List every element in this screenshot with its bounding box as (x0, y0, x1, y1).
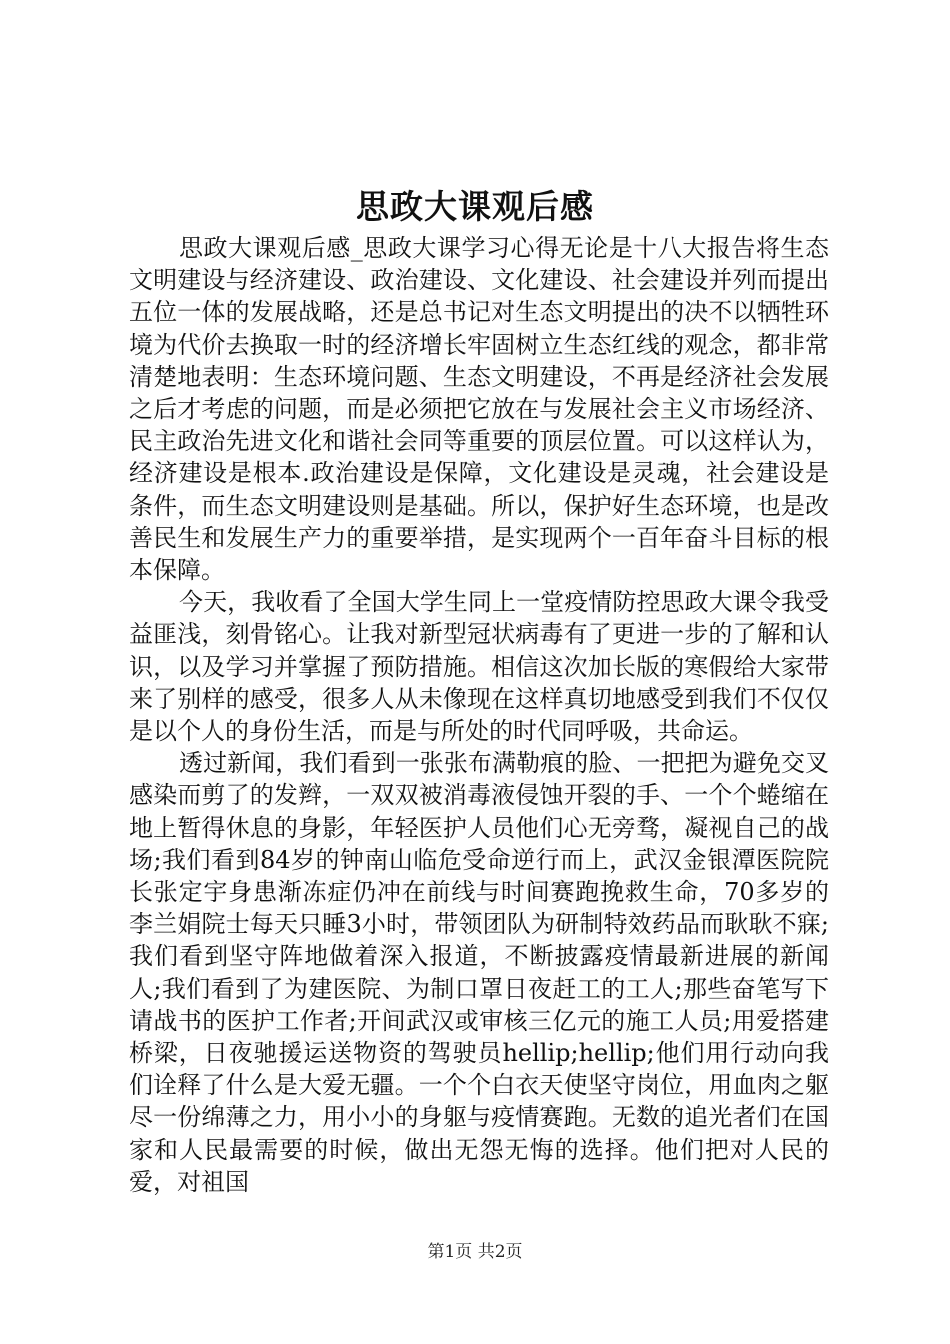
page-footer: 第1页 共2页 (427, 1242, 523, 1262)
paragraph-1: 思政大课观后感_思政大课学习心得无论是十八大报告将生态文明建设与经济建设、政治建设、文化建设、社会建设并列而提出五位一体的发展战略，还是总书记对生态文明提出的决不以牺牲环境为代价去换取一时的经济增长牢固树立生态红线的观念，都非常清楚地表明：生态环境问题、生态文明建设，不再是经济社会发展之后才考虑的问题，而是必须把它放在与发展社会主义市场经济、民主政治先进文化和谐社会同等重要的顶层位置。可以这样认为，经济建设是根本.政治建设是保障，文化建设是灵魂，社会建设是条件，而生态文明建设则是基础。所以，保护好生态环境，也是改善民生和发展生产力的重要举措，是实现两个一百年奋斗目标的根本保障。 (129, 234, 829, 585)
paragraph-3: 透过新闻，我们看到一张张布满勒痕的脸、一把把为避免交叉感染而剪了的发辫，一双双被消毒液侵蚀开裂的手、一个个蜷缩在地上暂得休息的身影，年轻医护人员他们心无旁骛，凝视自己的战场;我们看到84岁的钟南山临危受命逆行而上，武汉金银潭医院院长张定宇身患渐冻症仍冲在前线与时间赛跑挽救生命，70多岁的李兰娟院士每天只睡3小时，带领团队为研制特效药品而耿耿不寐;我们看到坚守阵地做着深入报道，不断披露疫情最新进展的新闻人;我们看到了为建医院、为制口罩日夜赶工的工人;那些奋笔写下请战书的医护工作者;开间武汉或审核三亿元的施工人员;用爱搭建桥梁，日夜驰援运送物资的驾驶员hellip;hellip;他们用行动向我们诠释了什么是大爱无疆。一个个白衣天使坚守岗位，用血肉之躯尽一份绵薄之力，用小小的身躯与疫情赛跑。无数的追光者们在国家和人民最需要的时候，做出无怨无悔的选择。他们把对人民的爱，对祖国 (129, 749, 829, 1196)
document-body (129, 232, 829, 1198)
document-title: 思政大课观后感 (356, 187, 594, 226)
paragraph-2: 今天，我收看了全国大学生同上一堂疫情防控思政大课令我受益匪浅，刻骨铭心。让我对新型冠状病毒有了更进一步的了解和认识，以及学习并掌握了预防措施。相信这次加长版的寒假给大家带来了别样的感受，很多人从未像现在这样真切地感受到我们不仅仅是以个人的身份生活，而是与所处的时代同呼吸，共命运。 (129, 588, 829, 746)
